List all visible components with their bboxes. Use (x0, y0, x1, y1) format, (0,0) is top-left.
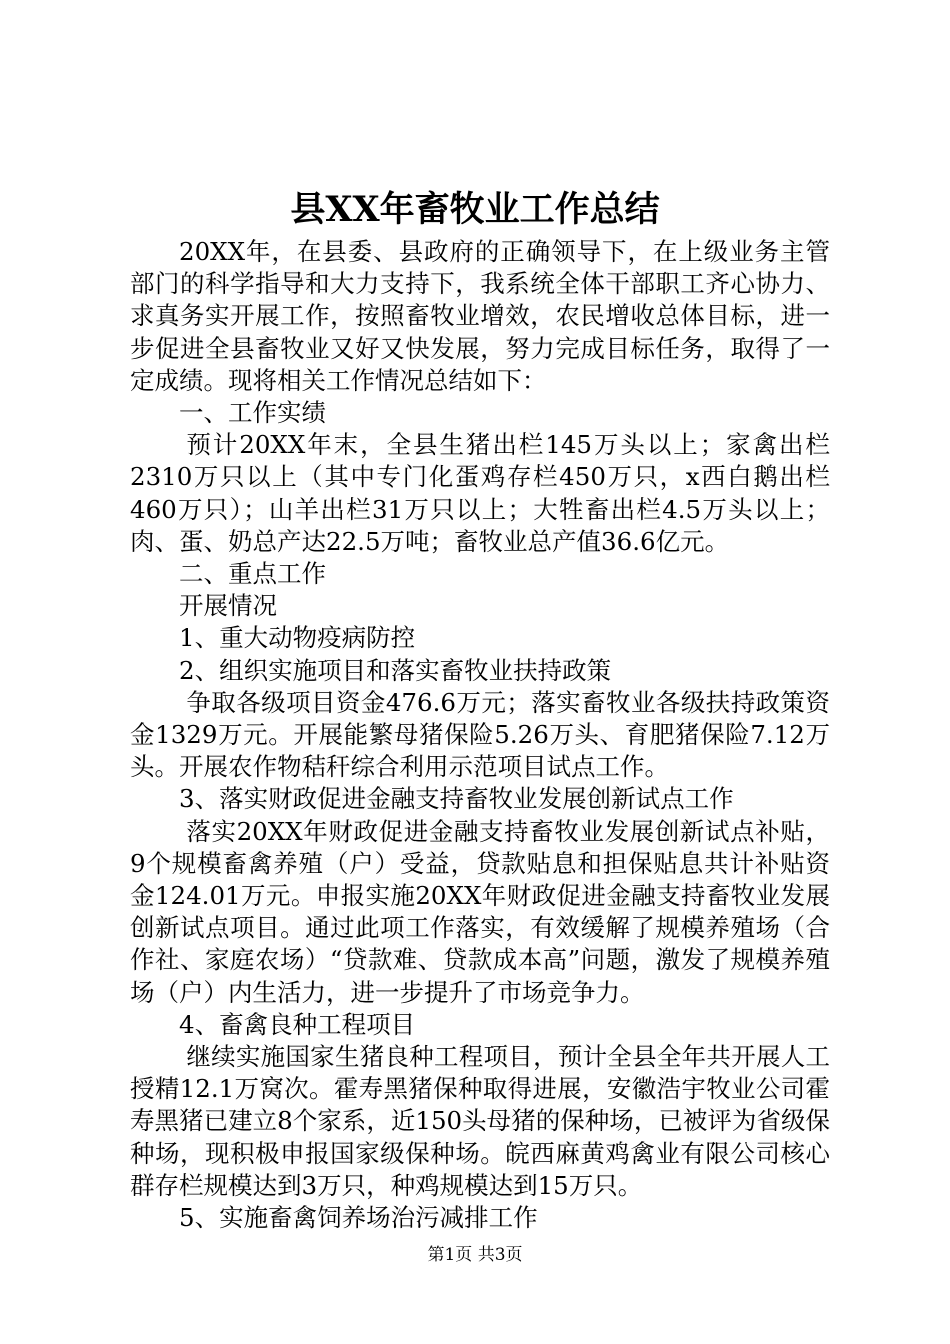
subsection-heading: 5、实施畜禽饲养场治污减排工作 (179, 1203, 538, 1233)
subsection-heading: 1、重大动物疫病防控 (179, 623, 416, 653)
subsection-heading: 4、畜禽良种工程项目 (179, 1009, 416, 1039)
body-paragraph: 预计20XX年末，全县生猪出栏145万头以上；家禽出栏2310万只以上（其中专门化蛋鸡存栏450万只，x西白鹅出栏460万只）；山羊出栏31万只以上；大牲畜出栏4.5万头以上；肉、蛋、奶总产达22.5万吨；畜牧业总产值36.6亿元。 (130, 430, 830, 556)
subsection-heading: 2、组织实施项目和落实畜牧业扶持政策 (179, 655, 612, 685)
section-heading: 一、工作实绩 (179, 398, 326, 428)
section-heading: 二、重点工作 (179, 559, 326, 589)
body-paragraph: 落实20XX年财政促进金融支持畜牧业发展创新试点补贴，9个规模畜禽养殖（户）受益，贷款贴息和担保贴息共计补贴资金124.01万元。申报实施20XX年财政促进金融支持畜牧业发展创新试点项目。通过此项工作落实，有效缓解了规模养殖场（合作社、家庭农场）“贷款难、贷款成本高”问题，激发了规模养殖场（户）内生活力，进一步提升了市场竞争力。 (130, 816, 830, 1007)
page-footer: 第1页 共3页 (427, 1245, 523, 1265)
document-body (130, 236, 830, 1234)
document-title: 县XX年畜牧业工作总结 (290, 189, 660, 230)
intro-paragraph: 20XX年，在县委、县政府的正确领导下，在上级业务主管部门的科学指导和大力支持下，我系统全体干部职工齐心协力、求真务实开展工作，按照畜牧业增效，农民增收总体目标，进一步促进全县畜牧业又好又快发展，努力完成目标任务，取得了一定成绩。现将相关工作情况总结如下： (130, 237, 830, 395)
body-paragraph: 开展情况 (179, 591, 277, 621)
body-paragraph: 继续实施国家生猪良种工程项目，预计全县全年共开展人工授精12.1万窝次。霍寿黑猪保种取得进展，安徽浩宇牧业公司霍寿黑猪已建立8个家系，近150头母猪的保种场，已被评为省级保种场，现积极申报国家级保种场。皖西麻黄鸡禽业有限公司核心群存栏规模达到3万只，种鸡规模达到15万只。 (130, 1042, 830, 1200)
subsection-heading: 3、落实财政促进金融支持畜牧业发展创新试点工作 (179, 784, 734, 814)
body-paragraph: 争取各级项目资金476.6万元；落实畜牧业各级扶持政策资金1329万元。开展能繁母猪保险5.26万头、育肥猪保险7.12万头。开展农作物秸秆综合利用示范项目试点工作。 (130, 687, 830, 782)
